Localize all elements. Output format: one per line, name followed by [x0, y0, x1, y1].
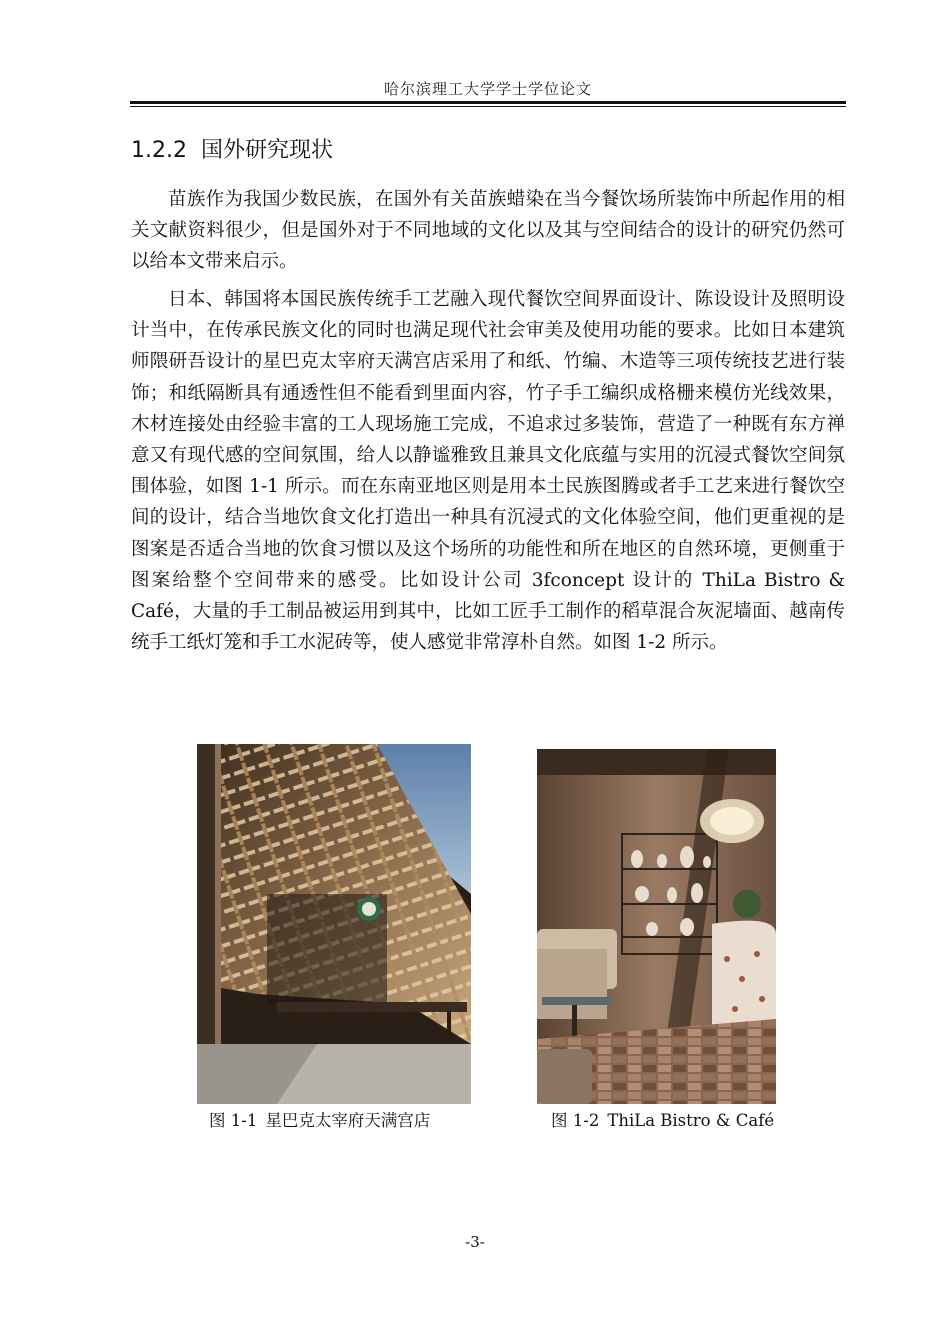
figure-1-illustration	[197, 744, 471, 1104]
figure-1-caption	[209, 1107, 430, 1131]
header-rule-thin	[130, 106, 846, 107]
figure-2-illustration	[537, 749, 776, 1104]
figure-1-label: 图 1-1	[209, 1111, 258, 1130]
figure-2-label: 图 1-2	[551, 1111, 600, 1130]
section-title-text: 国外研究现状	[200, 138, 333, 163]
paragraph-1: 苗族作为我国少数民族，在国外有关苗族蜡染在当今餐饮场所装饰中所起作用的相关文献资料很少，但是国外对于不同地域的文化以及其与空间结合的设计的研究仍然可以给本文带来启示。	[131, 189, 845, 273]
running-header: 哈尔滨理工大学学士学位论文	[383, 80, 592, 98]
section-heading	[131, 133, 333, 164]
header-rule-thick	[130, 101, 846, 104]
paragraph-2: 日本、韩国将本国民族传统手工艺融入现代餐饮空间界面设计、陈设设计及照明设计当中，在传承民族文化的同时也满足现代社会审美及使用功能的要求。比如日本建筑师隈研吾设计的星巴克太宰府天满宫店采用了和纸、竹编、木造等三项传统技艺进行装饰；和纸隔断具有通透性但不能看到里面内容，竹子手工编织成格栅来模仿光线效果，木材连接处由经验丰富的工人现场施工完成，不追求过多装饰，营造了一种既有东方禅意又有现代感的空间氛围，给人以静谧雅致且兼具文化底蕴与实用的沉浸式餐饮空间氛围体验，如图 1-1 所示。而在东南亚地区则是用本土民族图腾或者手工艺来进行餐饮空间的设计，结合当地饮食文化打造出一种具有沉浸式的文化体验空间，他们更重视的是图案是否适合当地的饮食习惯以及这个场所的功能性和所在地区的自然环境，更侧重于图案给整个空间带来的感受。比如设计公司 3fconcept 设计的 ThiLa Bistro & Café，大量的手工制品被运用到其中，比如工匠手工制作的稻草混合灰泥墙面、越南传统手工纸灯笼和手工水泥砖等，使人感觉非常淳朴自然。如图 1-2 所示。	[131, 289, 845, 654]
figure-2-caption-text: ThiLa Bistro & Café	[607, 1111, 775, 1130]
figure-2-caption	[551, 1107, 774, 1131]
figure-1-caption-text: 星巴克太宰府天满宫店	[265, 1111, 431, 1130]
figure-1-photo	[197, 744, 471, 1104]
figure-2-photo	[537, 749, 776, 1104]
page-number: -3-	[465, 1233, 485, 1251]
section-number: 1.2.2	[131, 138, 187, 163]
